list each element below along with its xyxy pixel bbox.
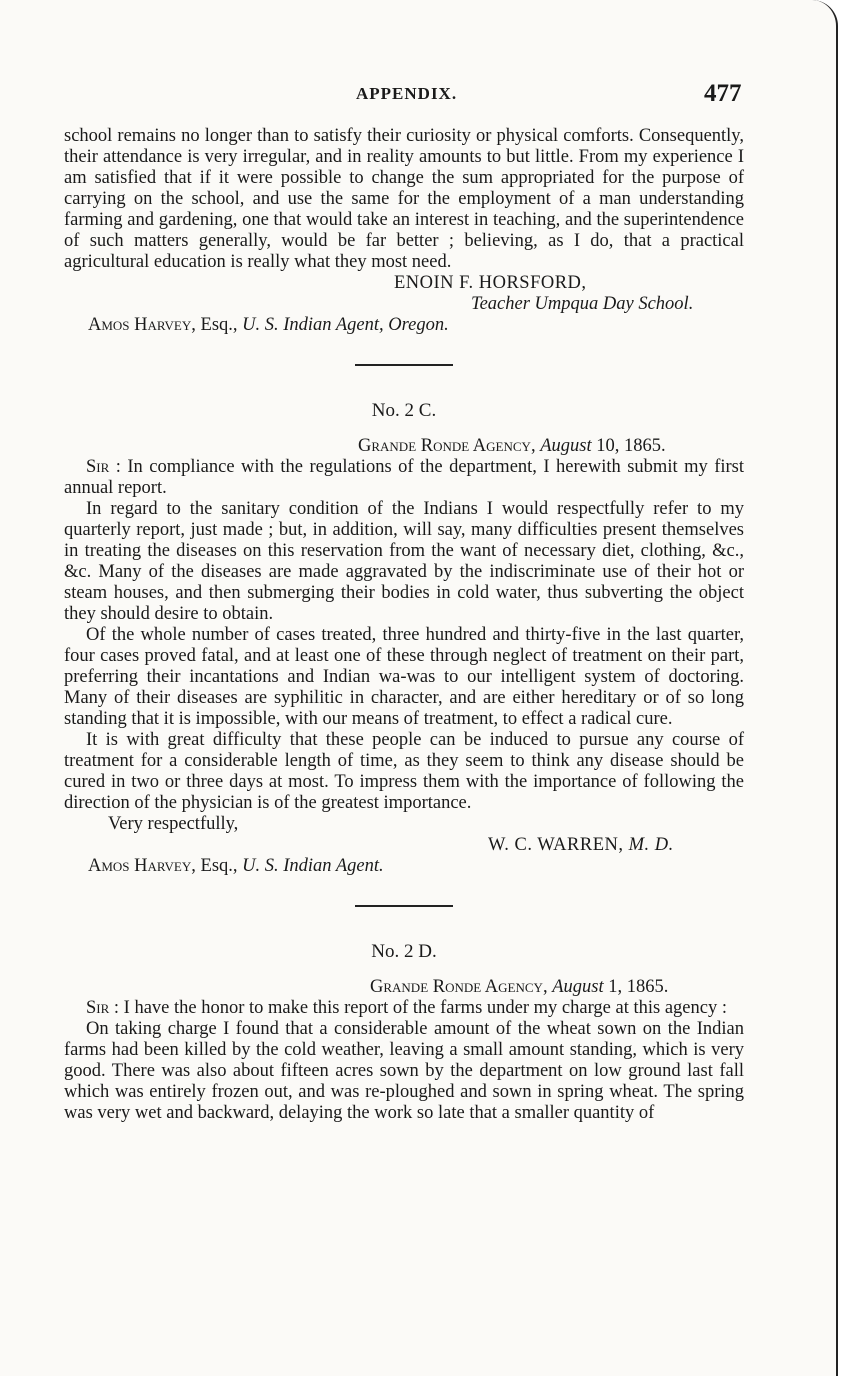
addressee-line <box>88 315 744 336</box>
addressee-line <box>88 856 744 877</box>
dateline-place: Grande Ronde Agency, <box>358 436 536 456</box>
letter-paragraph <box>64 998 744 1019</box>
signature-title: Teacher Umpqua Day School. <box>471 294 694 314</box>
addressee-name: Amos Harvey <box>88 315 192 335</box>
page-body <box>64 126 744 1124</box>
dateline <box>370 977 744 998</box>
letter-paragraph: On taking charge I found that a considerable amount of the wheat sown on the Indian farms had been killed by the cold weather, leaving a small amount standing, which is very good. There was also about fifteen acres sown by the department on low ground last fall which was entirely frozen out, and was re-ploughed and sown in spring wheat. The spring was very wet and backward, delaying the work so late that a smaller quantity of <box>64 1019 744 1123</box>
document-heading: No. 2 C. <box>371 400 437 421</box>
dateline <box>358 436 744 457</box>
paragraph-text: : I have the honor to make this report of the farms under my charge at this agency : <box>109 998 727 1018</box>
signature-name <box>488 835 744 856</box>
dateline-day-year: 1, 1865. <box>603 977 669 997</box>
running-header: APPENDIX. <box>356 84 458 103</box>
signature-text: W. C. WARREN, <box>488 835 629 855</box>
letter-paragraph: school remains no longer than to satisfy their curiosity or physical comforts. Consequently, their attendance is very irregular, and in reality amounts to but little. From my experience I am satisfied that if it were possible to change the sum appropriated for the purpose of carrying on the school, and use the same for the employment of a man understanding farming and gardening, one that would take an interest in teaching, and the superintendence of such matters generally, would be far better ; believing, as I do, that a practical agricultural education is really what they most need. <box>64 126 744 272</box>
salutation: Sir <box>86 998 110 1018</box>
salutation: Sir <box>86 457 110 477</box>
letter-paragraph <box>64 457 744 499</box>
dateline-month: August <box>552 977 604 997</box>
paragraph-text: : In compliance with the regulations of the department, I herewith submit my first annual report. <box>64 457 744 498</box>
addressee-office: U. S. Indian Agent, Oregon. <box>242 315 449 335</box>
complimentary-close: Very respectfully, <box>108 814 239 834</box>
addressee-esq: , Esq., <box>191 315 243 335</box>
document-heading: No. 2 D. <box>371 941 437 962</box>
addressee-office: U. S. Indian Agent. <box>242 856 384 876</box>
letter-paragraph: In regard to the sanitary condition of the Indians I would respectfully refer to my quarterly report, just made ; but, in addition, will say, many difficulties present themselves in treating the diseases on this reservation from the want of necessary diet, clothing, &c., &c. Many of the diseases are made aggravated by the indiscriminate use of their hot or steam houses, and then submerging their bodies in cold water, thus subverting the object they should desire to obtain. <box>64 499 744 624</box>
dateline-place: Grande Ronde Agency, <box>370 977 548 997</box>
addressee-name: Amos Harvey <box>88 856 192 876</box>
signature-name: ENOIN F. HORSFORD, <box>394 273 587 293</box>
addressee-esq: , Esq., <box>191 856 243 876</box>
letter-paragraph: Of the whole number of cases treated, three hundred and thirty-five in the last quarter, four cases proved fatal, and at least one of these through neglect of treatment on their part, preferring their incantations and Indian wa-was to our intelligent system of doctoring. Many of their diseases are syphilitic in character, and are either hereditary or of so long standing that it is impossible, with our means of treatment, to effect a radical cure. <box>64 625 744 729</box>
dateline-day-year: 10, 1865. <box>591 436 666 456</box>
signature-degree: M. D. <box>628 835 674 855</box>
letter-paragraph: It is with great difficulty that these people can be induced to pursue any course of treatment for a considerable length of time, as they seem to think any disease should be cured in two or three days at most. To impress them with the importance of following the direction of the physician is of the greatest importance. <box>64 730 744 813</box>
dateline-month: August <box>540 436 592 456</box>
page-number: 477 <box>704 80 742 107</box>
